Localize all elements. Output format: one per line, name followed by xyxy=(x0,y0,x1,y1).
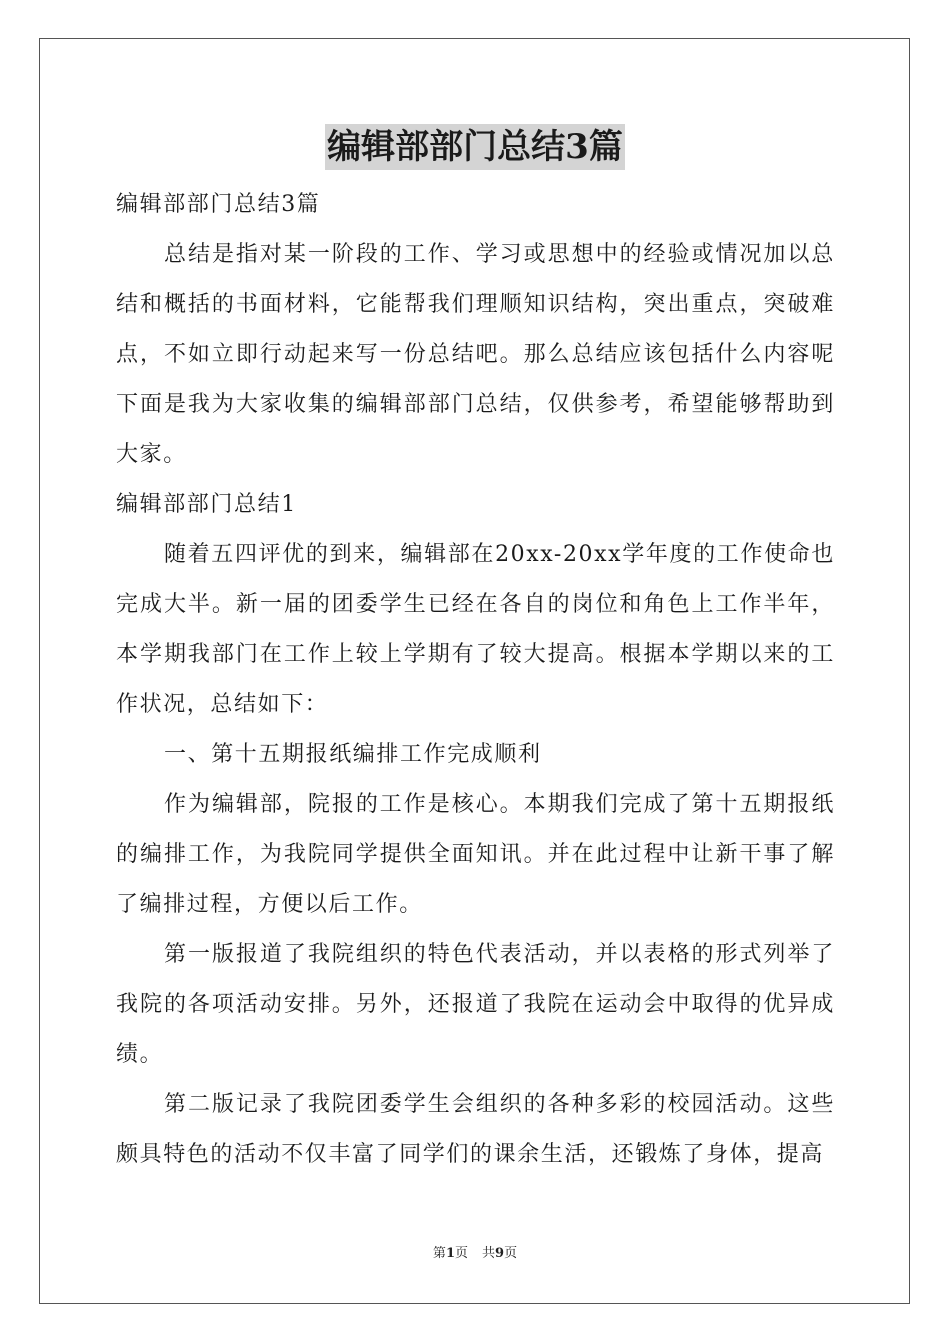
footer-total-suffix: 页 xyxy=(504,1246,518,1261)
section-heading: 编辑部部门总结1 xyxy=(116,492,297,517)
paragraph: 第二版记录了我院团委学生会组织的各种多彩的校园活动。这些颇具特色的活动不仅丰富了同学们的课余生活，还锻炼了身体，提高 xyxy=(116,1092,835,1167)
page-footer xyxy=(0,1245,950,1263)
document-title: 编辑部部门总结3篇 xyxy=(325,124,625,170)
title-container xyxy=(0,124,950,170)
subsection-heading: 一、第十五期报纸编排工作完成顺利 xyxy=(164,742,542,767)
footer-page-prefix: 第 xyxy=(432,1246,446,1261)
paragraph: 第一版报道了我院组织的特色代表活动，并以表格的形式列举了我院的各项活动安排。另外，还报道了我院在运动会中取得的优异成绩。 xyxy=(116,942,835,1067)
paragraph: 总结是指对某一阶段的工作、学习或思想中的经验或情况加以总结和概括的书面材料，它能帮我们理顺知识结构，突出重点，突破难点，不如立即行动起来写一份总结吧。那么总结应该包括什么内容呢下面是我为大家收集的编辑部部门总结，仅供参考，希望能够帮助到大家。 xyxy=(116,242,835,467)
paragraph: 随着五四评优的到来，编辑部在20xx-20xx学年度的工作使命也完成大半。新一届的团委学生已经在各自的岗位和角色上工作半年，本学期我部门在工作上较上学期有了较大提高。根据本学期以来的工作状况，总结如下： xyxy=(116,542,835,717)
paragraph-subtitle: 编辑部部门总结3篇 xyxy=(116,192,321,217)
footer-page-current: 1 xyxy=(445,1246,455,1261)
document-body xyxy=(116,180,835,1180)
paragraph: 作为编辑部，院报的工作是核心。本期我们完成了第十五期报纸的编排工作，为我院同学提供全面知讯。并在此过程中让新干事了解了编排过程，方便以后工作。 xyxy=(116,792,835,917)
footer-page-total: 9 xyxy=(495,1246,505,1261)
footer-total-prefix: 共 xyxy=(482,1246,496,1261)
footer-page-mid: 页 xyxy=(454,1246,468,1261)
